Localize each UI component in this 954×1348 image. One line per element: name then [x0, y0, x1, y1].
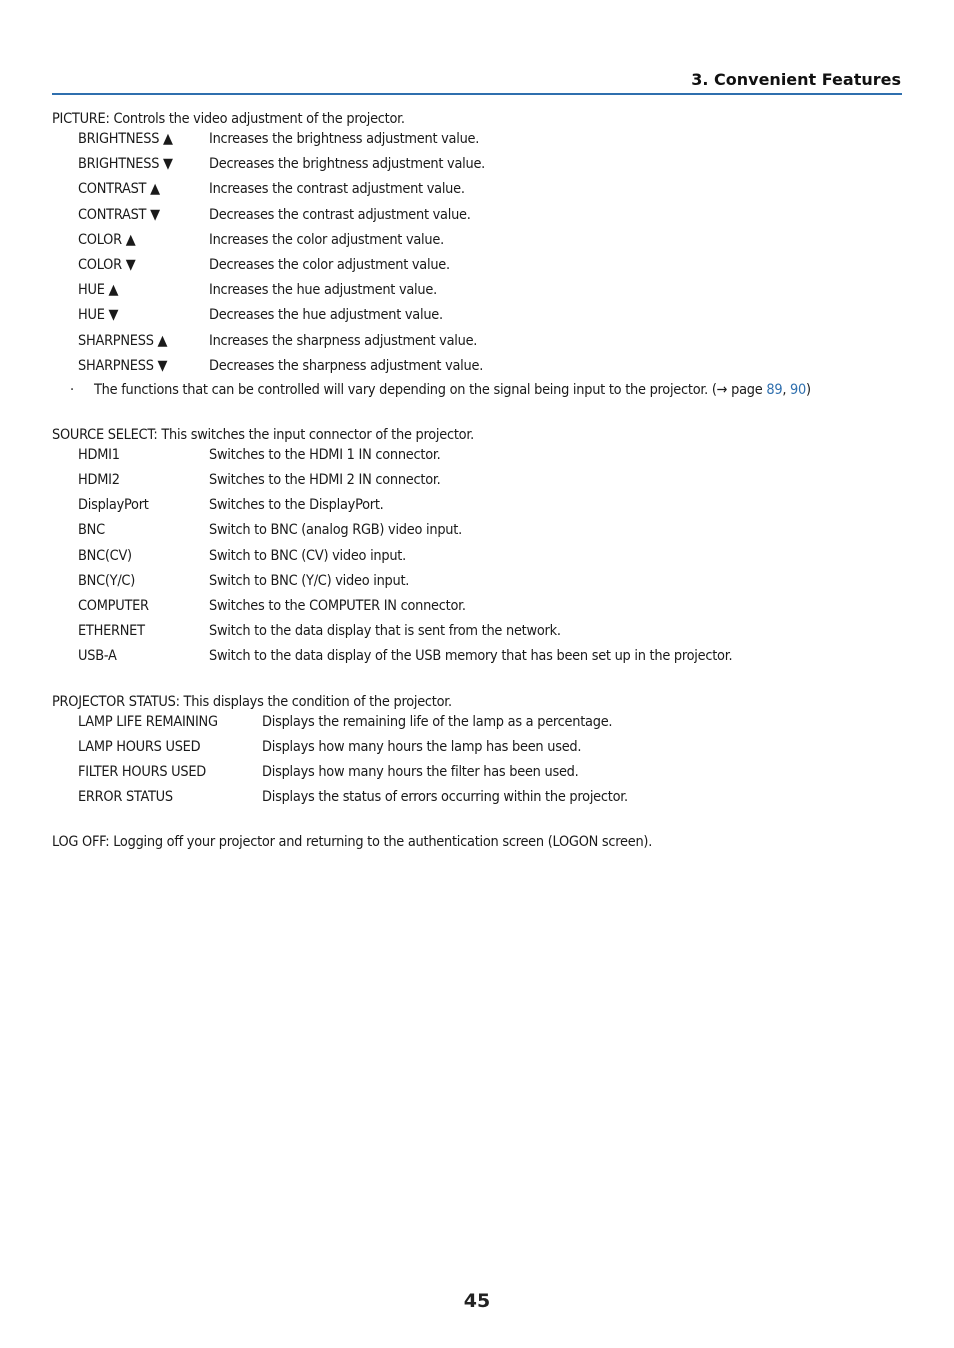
- picture-desc: Decreases the hue adjustment value.: [209, 307, 443, 324]
- source-row: [52, 570, 902, 595]
- source-term: BNC: [78, 522, 105, 539]
- picture-desc: Decreases the contrast adjustment value.: [209, 206, 471, 223]
- source-desc: Switches to the HDMI 2 IN connector.: [209, 472, 441, 489]
- source-term: HDMI2: [78, 472, 120, 489]
- picture-row: [52, 229, 902, 254]
- picture-desc: Decreases the color adjustment value.: [209, 256, 450, 273]
- status-term: FILTER HOURS USED: [78, 763, 207, 780]
- spacer: [52, 671, 902, 693]
- picture-row: [52, 330, 902, 355]
- status-section-title: PROJECTOR STATUS: This displays the condition of the projector.: [52, 693, 452, 710]
- status-term: LAMP LIFE REMAINING: [78, 713, 218, 730]
- status-row: [52, 711, 902, 736]
- picture-row: [52, 153, 902, 178]
- picture-term: BRIGHTNESS ▼: [78, 156, 173, 173]
- picture-row: [52, 254, 902, 279]
- source-desc: Switch to BNC (Y/C) video input.: [209, 572, 410, 589]
- content: [52, 110, 902, 851]
- page-link-89[interactable]: 89: [766, 381, 783, 398]
- source-row: [52, 519, 902, 544]
- picture-desc: Increases the brightness adjustment value.: [209, 131, 480, 147]
- picture-term: HUE ▼: [78, 307, 119, 324]
- picture-term: CONTRAST ▼: [78, 206, 160, 223]
- picture-term: SHARPNESS ▼: [78, 357, 168, 374]
- picture-note: [52, 380, 902, 400]
- source-row: [52, 444, 902, 469]
- source-section: [52, 426, 902, 671]
- source-term: BNC(CV): [78, 547, 132, 564]
- source-row: [52, 620, 902, 645]
- picture-desc: Increases the color adjustment value.: [209, 231, 444, 248]
- header-title: 3. Convenient Features: [691, 70, 901, 89]
- picture-section: [52, 110, 902, 400]
- source-desc: Switch to the data display that is sent from the network.: [209, 623, 561, 640]
- picture-desc: Increases the sharpness adjustment value.: [209, 332, 478, 349]
- note-text: [94, 380, 811, 400]
- picture-row: [52, 178, 902, 203]
- picture-row: [52, 279, 902, 304]
- source-section-title: SOURCE SELECT: This switches the input connector of the projector.: [52, 426, 474, 443]
- spacer: [52, 811, 902, 833]
- source-desc: Switch to the data display of the USB memory that has been set up in the projector.: [209, 648, 733, 665]
- status-term: LAMP HOURS USED: [78, 738, 201, 755]
- status-desc: Displays the status of errors occurring within the projector.: [262, 789, 628, 806]
- source-desc: Switches to the HDMI 1 IN connector.: [209, 446, 441, 463]
- picture-term: COLOR ▲: [78, 231, 136, 248]
- source-desc: Switches to the DisplayPort.: [209, 497, 384, 514]
- source-row: [52, 469, 902, 494]
- picture-term: CONTRAST ▲: [78, 181, 160, 198]
- source-desc: Switch to BNC (CV) video input.: [209, 547, 406, 564]
- status-row: [52, 761, 902, 786]
- source-row: [52, 545, 902, 570]
- source-desc: Switch to BNC (analog RGB) video input.: [209, 522, 462, 539]
- status-desc: Displays the remaining life of the lamp as a percentage.: [262, 713, 613, 730]
- picture-desc: Decreases the sharpness adjustment value.: [209, 357, 484, 374]
- note-separator: ,: [782, 381, 791, 398]
- source-term: BNC(Y/C): [78, 572, 136, 589]
- spacer: [52, 400, 902, 426]
- note-close: ): [806, 381, 811, 398]
- picture-row: [52, 128, 902, 153]
- bullet-icon: ·: [70, 381, 74, 398]
- status-row: [52, 736, 902, 761]
- page-link-90[interactable]: 90: [790, 381, 807, 398]
- status-term: ERROR STATUS: [78, 789, 173, 806]
- logoff-text: LOG OFF: Logging off your projector and returning to the authentication screen (LOGON screen).: [52, 834, 653, 851]
- status-row: [52, 786, 902, 811]
- picture-row: [52, 304, 902, 329]
- picture-section-title: PICTURE: Controls the video adjustment of the projector.: [52, 111, 405, 127]
- picture-row: [52, 204, 902, 229]
- picture-term: BRIGHTNESS ▲: [78, 131, 173, 147]
- status-desc: Displays how many hours the filter has been used.: [262, 763, 579, 780]
- header-rule: [52, 93, 902, 95]
- page-number: 45: [463, 1290, 491, 1312]
- picture-term: SHARPNESS ▲: [78, 332, 168, 349]
- status-desc: Displays how many hours the lamp has been used.: [262, 738, 582, 755]
- picture-term: HUE ▲: [78, 282, 119, 299]
- source-term: HDMI1: [78, 446, 120, 463]
- picture-desc: Increases the hue adjustment value.: [209, 282, 437, 299]
- source-term: DisplayPort: [78, 497, 149, 514]
- source-row: [52, 595, 902, 620]
- status-section: [52, 693, 902, 812]
- note-body: The functions that can be controlled will vary depending on the signal being input to the projector. (→ page: [94, 381, 767, 398]
- source-desc: Switches to the COMPUTER IN connector.: [209, 598, 466, 614]
- source-term: COMPUTER: [78, 598, 149, 614]
- picture-term: COLOR ▼: [78, 256, 136, 273]
- source-row: [52, 494, 902, 519]
- source-term: ETHERNET: [78, 623, 145, 640]
- picture-row: [52, 355, 902, 380]
- source-row: [52, 645, 902, 670]
- picture-desc: Increases the contrast adjustment value.: [209, 181, 465, 198]
- picture-desc: Decreases the brightness adjustment value.: [209, 156, 486, 173]
- source-term: USB-A: [78, 648, 117, 665]
